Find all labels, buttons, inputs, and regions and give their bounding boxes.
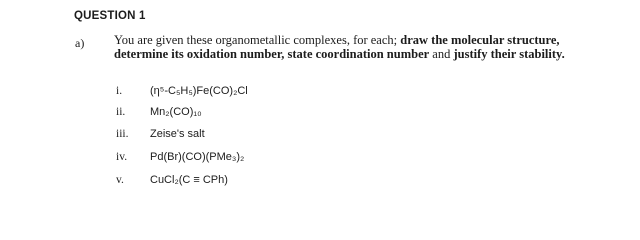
question-title: QUESTION 1 <box>74 10 146 22</box>
item-number: v. <box>116 174 124 186</box>
list-item-2 <box>114 106 514 126</box>
intro-bold-justify: justify their stability. <box>453 47 565 61</box>
item-number: i. <box>116 85 123 97</box>
list-item-3 <box>114 128 514 148</box>
item-formula: (η⁵-C₅H₅)Fe(CO)₂Cl <box>150 85 248 97</box>
intro-and: and <box>432 47 451 61</box>
item-number: iii. <box>116 128 129 140</box>
item-formula: Mn₂(CO)₁₀ <box>150 106 202 118</box>
item-number: iv. <box>116 151 128 163</box>
item-formula: Zeise's salt <box>150 128 205 140</box>
item-formula: Pd(Br)(CO)(PMe₃)₂ <box>150 151 245 163</box>
list-item-4 <box>114 151 514 171</box>
item-formula: CuCl₂(C ≡ CPh) <box>150 174 228 186</box>
list-item-1 <box>114 85 514 105</box>
intro-bold-instructions: draw the molecular structure, determine its oxidation number, state coordination number <box>114 33 560 61</box>
item-number: ii. <box>116 106 126 118</box>
list-item-5 <box>114 174 514 194</box>
part-label: a) <box>75 36 85 50</box>
intro-text: You are given these organometallic complexes, for each; <box>114 33 398 47</box>
question-intro <box>114 33 584 61</box>
